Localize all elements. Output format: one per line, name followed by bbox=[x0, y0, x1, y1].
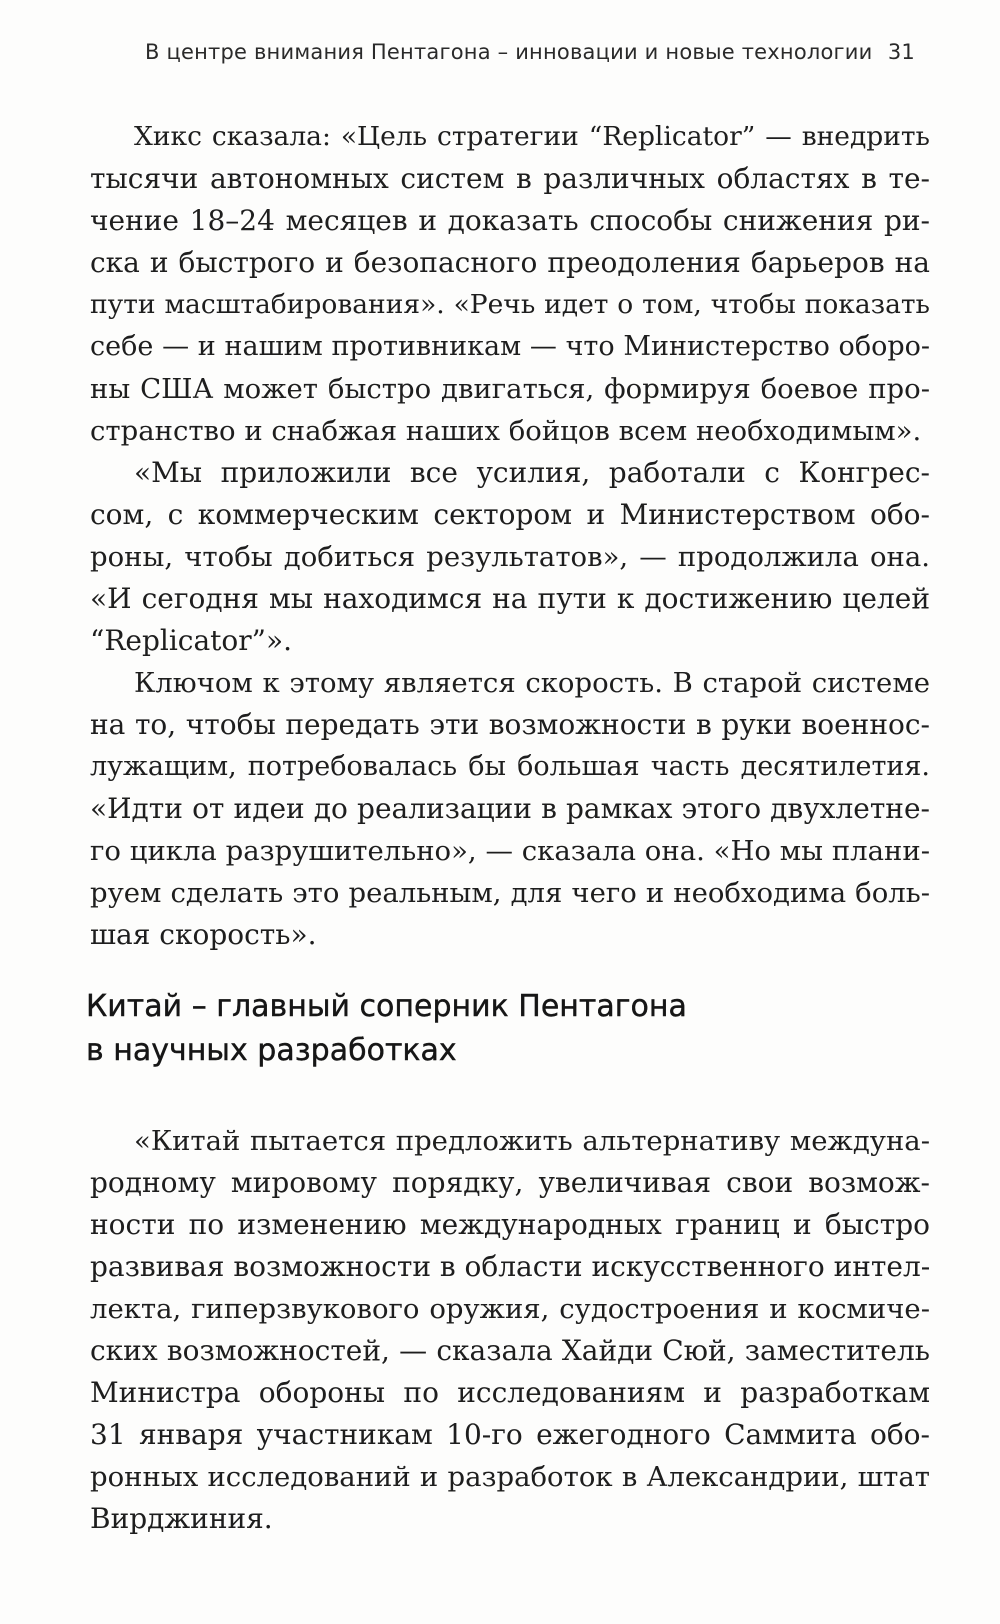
text-line: ских возможностей, — сказала Хайди Сюй, заместитель bbox=[90, 1334, 930, 1367]
text-line: лужащим, потребовалась бы большая часть десятилетия. bbox=[90, 751, 930, 782]
text-line: себе — и нашим противникам — что Министерство оборо- bbox=[90, 331, 930, 362]
text-block-replicator bbox=[46, 116, 930, 956]
text-line: 31 января участникам 10-го ежегодного Саммита обо- bbox=[90, 1418, 930, 1451]
text-line: Ключом к этому является скорость. В старой системе bbox=[134, 667, 930, 699]
text-line: сом, с коммерческим сектором и Министерством обо- bbox=[90, 498, 930, 531]
text-line: шая скорость». bbox=[90, 918, 317, 951]
text-line: го цикла разрушительно», — сказала она. «Но мы плани- bbox=[90, 835, 930, 867]
running-header bbox=[145, 40, 915, 64]
text-line: чение 18–24 месяцев и доказать способы снижения ри- bbox=[90, 204, 930, 237]
text-line: роны, чтобы добиться результатов», — продолжила она. bbox=[90, 541, 930, 573]
paragraph-hicks-quote bbox=[46, 116, 930, 452]
text-line: «Мы приложили все усилия, работали с Конгрес- bbox=[134, 456, 930, 489]
paragraph-congress bbox=[46, 452, 930, 662]
text-block-china bbox=[46, 1120, 930, 1540]
text-line: Министра обороны по исследованиям и разработкам bbox=[90, 1376, 930, 1409]
text-line: на то, чтобы передать эти возможности в руки военнос- bbox=[90, 708, 930, 741]
text-line: ска и быстрого и безопасного преодоления барьеров на bbox=[90, 246, 930, 279]
text-line: ронных исследований и разработок в Александрии, штат bbox=[90, 1461, 930, 1493]
section-heading bbox=[86, 985, 906, 1073]
section-heading-line: Китай – главный соперник Пентагона bbox=[86, 989, 687, 1024]
page-number: 31 bbox=[887, 40, 915, 64]
text-line: “Replicator”». bbox=[90, 624, 293, 657]
text-line: родному мировому порядку, увеличивая свои возмож- bbox=[90, 1166, 930, 1199]
text-line: Хикс сказала: «Цель стратегии “Replicator” — внедрить bbox=[134, 121, 930, 152]
text-line: «Идти от идеи до реализации в рамках этого двухлетне- bbox=[90, 792, 930, 825]
text-line: пути масштабирования». «Речь идет о том, чтобы показать bbox=[90, 289, 930, 320]
text-line: странство и снабжая наших бойцов всем необходимым». bbox=[90, 415, 922, 447]
text-line: руем сделать это реальным, для чего и необходима боль- bbox=[90, 877, 930, 909]
text-line: лекта, гиперзвукового оружия, судостроения и космиче- bbox=[90, 1293, 930, 1325]
text-line: ны США может быстро двигаться, формируя боевое про- bbox=[90, 373, 930, 405]
section-heading-line: в научных разработках bbox=[86, 1033, 457, 1068]
text-line: тысячи автономных систем в различных областях в те- bbox=[90, 162, 930, 195]
text-line: развивая возможности в области искусственного интел- bbox=[90, 1250, 931, 1283]
text-line: «Китай пытается предложить альтернативу междуна- bbox=[134, 1125, 930, 1157]
paragraph-china-quote bbox=[46, 1120, 930, 1540]
paragraph-speed bbox=[46, 662, 930, 956]
text-line: Вирджиния. bbox=[90, 1502, 273, 1535]
text-line: ности по изменению международных границ и быстро bbox=[90, 1208, 930, 1241]
running-title: В центре внимания Пентагона – инновации и новые технологии bbox=[145, 40, 873, 64]
text-line: «И сегодня мы находимся на пути к достижению целей bbox=[90, 582, 930, 615]
